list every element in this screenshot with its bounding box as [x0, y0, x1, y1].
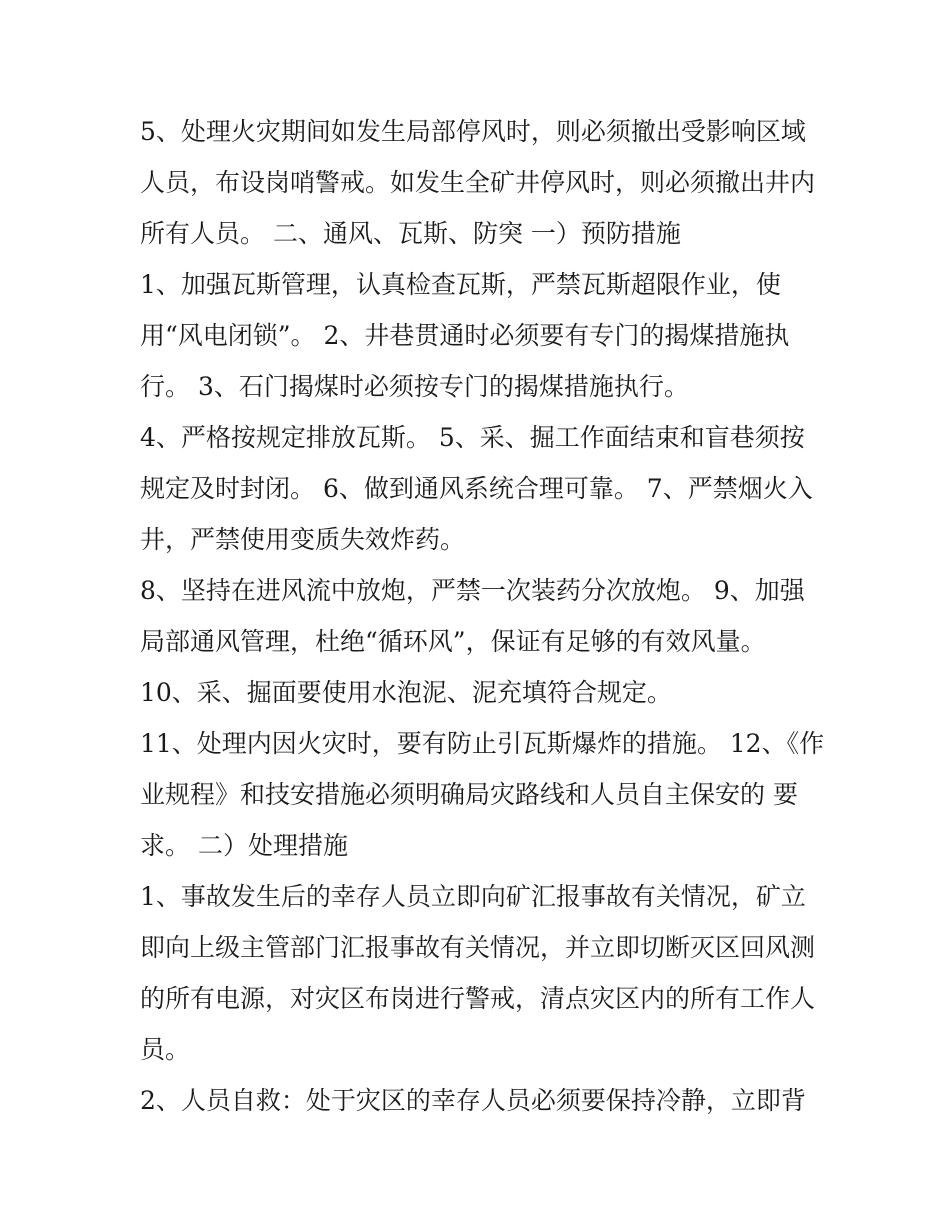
- text-line: 1、事故发生后的幸存人员立即向矿汇报事故有关情况，矿立: [140, 882, 806, 911]
- text-line: 8、坚持在进风流中放炮，严禁一次装药分次放炮。 9、加强: [140, 576, 805, 605]
- paragraph-accident-report: [140, 871, 830, 1075]
- paragraph-stemming: [140, 667, 830, 718]
- text-line: 规定及时封闭。 6、做到通风系统合理可靠。 7、严禁烟火入: [140, 474, 813, 503]
- text-line: 求。 二）处理措施: [140, 831, 348, 860]
- text-line: 11、处理内因火灾时，要有防止引瓦斯爆炸的措施。 12、《作: [140, 729, 825, 758]
- text-line: 即向上级主管部门汇报事故有关情况，并立即切断灭区回风测: [140, 933, 816, 962]
- text-line: 用“风电闭锁”。 2、井巷贯通时必须要有专门的揭煤措施执: [140, 321, 790, 350]
- text-line: 5、处理火灾期间如发生局部停风时，则必须撤出受影响区域: [140, 117, 806, 146]
- text-line: 所有人员。 二、通风、瓦斯、防突 一）预防措施: [140, 219, 681, 248]
- paragraph-blasting: [140, 565, 830, 667]
- text-line: 2、人员自救：处于灾区的幸存人员必须要保持冷静，立即背: [140, 1086, 806, 1115]
- text-line: 4、严格按规定排放瓦斯。 5、采、掘工作面结束和盲巷须按: [140, 423, 805, 452]
- text-line: 人员，布设岗哨警戒。如发生全矿井停风时，则必须撤出井内: [140, 168, 816, 197]
- text-line: 业规程》和技安措施必须明确局灾路线和人员自主保安的 要: [140, 780, 798, 809]
- document-body: [140, 106, 830, 1126]
- text-line: 行。 3、石门揭煤时必须按专门的揭煤措施执行。: [140, 372, 689, 401]
- text-line: 的所有电源，对灾区布岗进行警戒，清点灾区内的所有工作人: [140, 984, 816, 1013]
- text-line: 局部通风管理，杜绝“循环风”，保证有足够的有效风量。: [140, 627, 766, 656]
- paragraph-gas-discharge: [140, 412, 830, 565]
- paragraph-gas-management: [140, 259, 830, 412]
- text-line: 1、加强瓦斯管理，认真检查瓦斯，严禁瓦斯超限作业，使: [140, 270, 781, 299]
- paragraph-internal-fire: [140, 718, 830, 871]
- text-line: 井，严禁使用变质失效炸药。: [140, 525, 466, 554]
- text-line: 员。: [140, 1035, 191, 1064]
- text-line: 10、采、掘面要使用水泡泥、泥充填符合规定。: [140, 678, 672, 707]
- paragraph-self-rescue: [140, 1075, 830, 1126]
- paragraph-fire-handling: [140, 106, 830, 259]
